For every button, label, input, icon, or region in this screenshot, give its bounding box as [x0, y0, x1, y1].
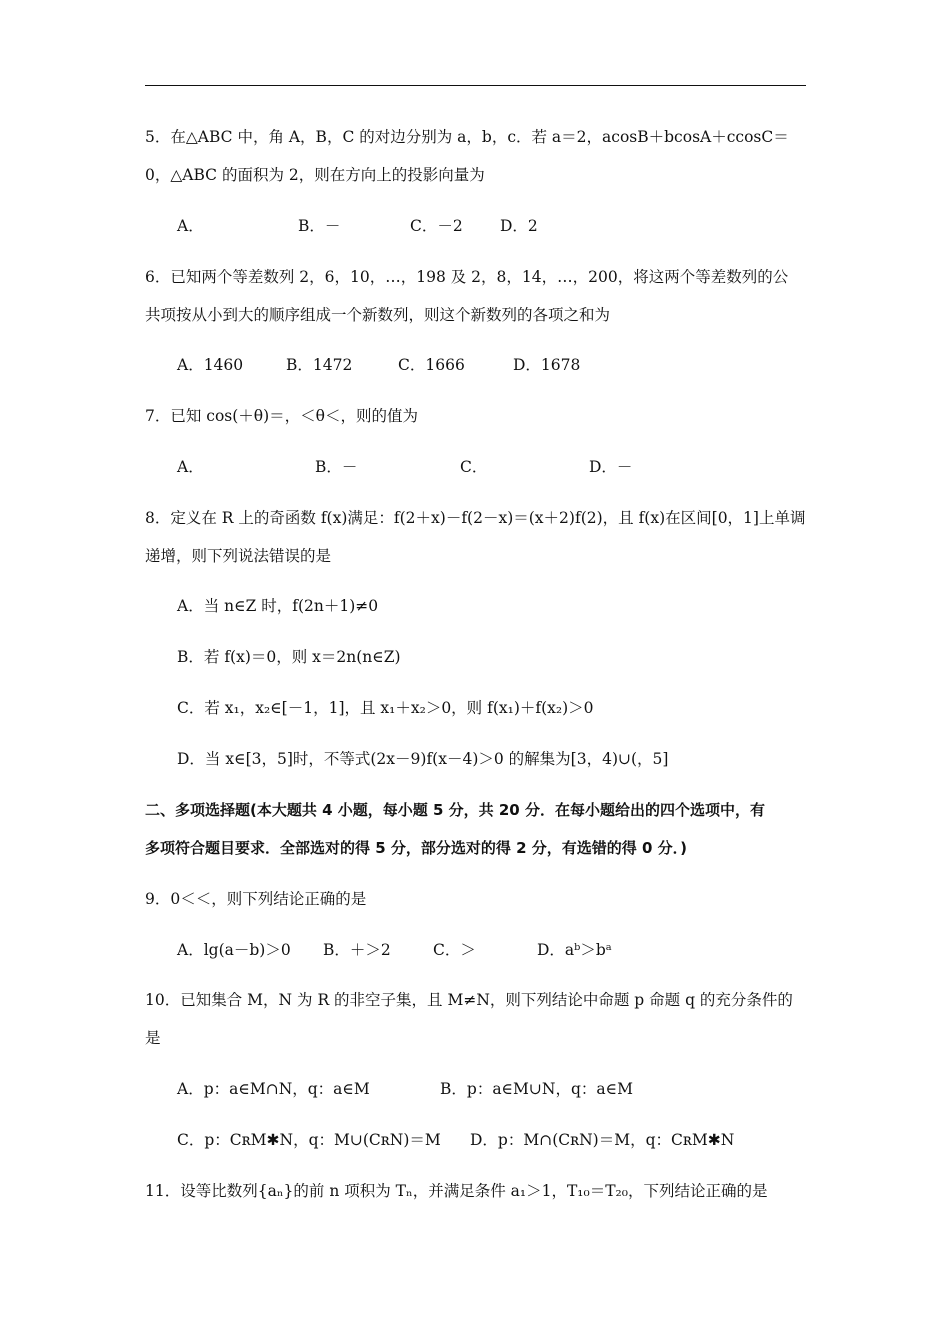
q7-option-d: D．－ — [589, 458, 633, 476]
q8-line2: 递增，则下列说法错误的是 — [145, 547, 332, 565]
q5-line2: 0，△ABC 的面积为 2，则在方向上的投影向量为 — [145, 166, 485, 184]
q7-option-b: B．－ — [315, 458, 358, 476]
q11-line1: 11．设等比数列{aₙ}的前 n 项积为 Tₙ，并满足条件 a₁＞1，T₁₀＝T₂₀，下列结论正确的是 — [145, 1182, 768, 1200]
header-rule — [145, 85, 806, 86]
q7-option-a: A． — [177, 458, 204, 476]
q9-option-a: A．lg(a－b)＞0 — [177, 941, 291, 959]
q10-option-a: A．p：a∈M∩N，q：a∈M — [177, 1080, 370, 1098]
q8-option-c: C．若 x₁，x₂∈[－1，1]，且 x₁＋x₂＞0，则 f(x₁)＋f(x₂)＞0 — [177, 699, 594, 717]
q10-option-b: B．p：a∈M∪N，q：a∈M — [440, 1080, 633, 1098]
q8-option-a: A．当 n∈Z 时，f(2n＋1)≠0 — [177, 597, 379, 615]
q5-option-a: A． — [177, 217, 204, 235]
q9-line1: 9．0＜＜，则下列结论正确的是 — [145, 890, 367, 908]
q6-option-c: C．1666 — [398, 356, 465, 374]
q6-line2: 共项按从小到大的顺序组成一个新数列，则这个新数列的各项之和为 — [145, 306, 611, 324]
q9-option-d: D．aᵇ＞bᵃ — [537, 941, 612, 959]
q10-option-c: C．p：CʀM✱N，q：M∪(CʀN)＝M — [177, 1131, 441, 1149]
q9-option-b: B．＋＞2 — [323, 941, 391, 959]
q5-option-b: B．－ — [298, 217, 341, 235]
q10-line1: 10．已知集合 M，N 为 R 的非空子集，且 M≠N，则下列结论中命题 p 命题 q 的充分条件的 — [145, 991, 793, 1009]
q8-line1: 8．定义在 R 上的奇函数 f(x)满足：f(2＋x)－f(2－x)＝(x＋2)f(2)，且 f(x)在区间[0，1]上单调 — [145, 509, 806, 527]
q10-line2: 是 — [145, 1029, 161, 1047]
q6-option-b: B．1472 — [286, 356, 353, 374]
q8-option-d: D．当 x∈[3，5]时，不等式(2x－9)f(x－4)＞0 的解集为[3，4)∪(，5] — [177, 750, 669, 768]
section2-heading-line2: 多项符合题目要求．全部选对的得 5 分，部分选对的得 2 分，有选错的得 0 分．) — [145, 839, 688, 857]
q8-option-b: B．若 f(x)＝0，则 x＝2n(n∈Z) — [177, 648, 401, 666]
q5-option-d: D．2 — [500, 217, 538, 235]
q10-option-d: D．p：M∩(CʀN)＝M，q：CʀM✱N — [470, 1131, 735, 1149]
q7-line1: 7．已知 cos(＋θ)＝，＜θ＜，则的值为 — [145, 407, 419, 425]
q7-option-c: C． — [460, 458, 488, 476]
q5-option-c: C．－2 — [410, 217, 463, 235]
q6-option-a: A．1460 — [177, 356, 244, 374]
q9-option-c: C．＞ — [433, 941, 476, 959]
q6-option-d: D．1678 — [513, 356, 581, 374]
q6-line1: 6．已知两个等差数列 2，6，10，…，198 及 2，8，14，…，200，将这两个等差数列的公 — [145, 268, 789, 286]
q5-line1: 5．在△ABC 中，角 A，B，C 的对边分别为 a，b，c．若 a＝2，acosB＋bcosA＋ccosC＝ — [145, 128, 789, 146]
section2-heading-line1: 二、多项选择题(本大题共 4 小题，每小题 5 分，共 20 分．在每小题给出的四个选项中，有 — [145, 801, 765, 819]
